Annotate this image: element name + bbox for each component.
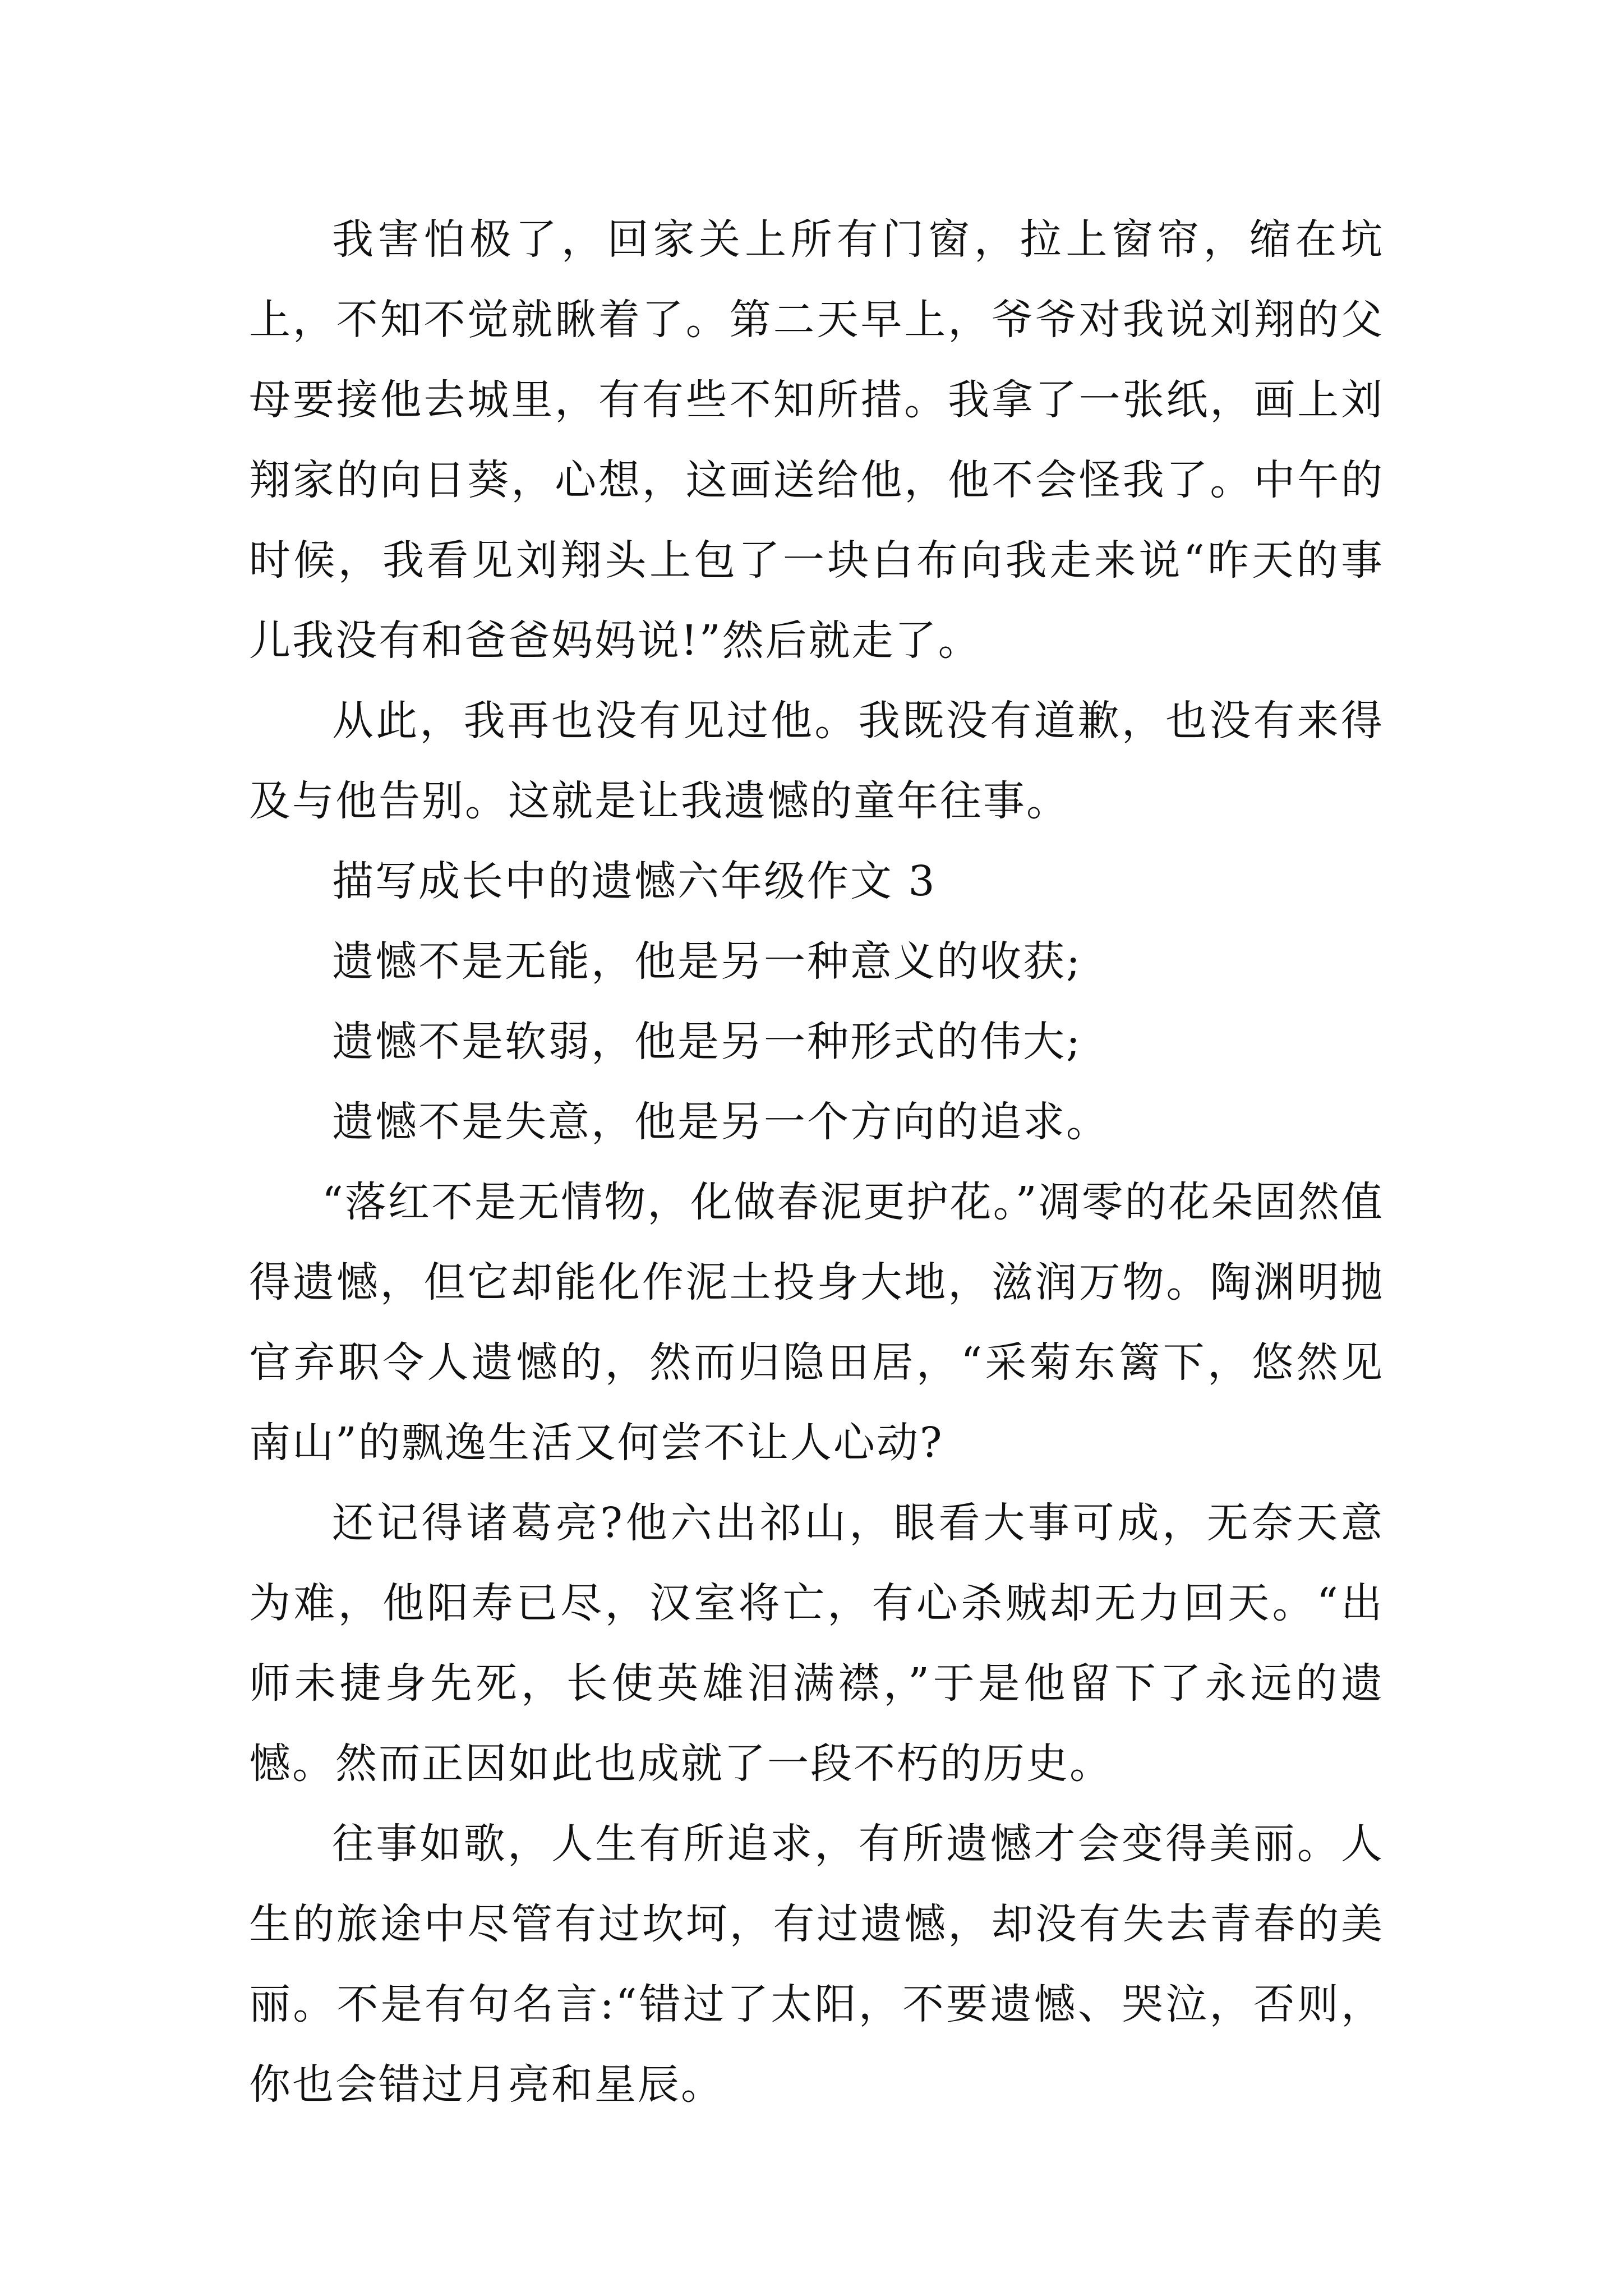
poem-line-3: 遗憾不是失意，他是另一个方向的追求。	[332, 1098, 1109, 1146]
poem-line-1: 遗憾不是无能，他是另一种意义的收获;	[332, 937, 1082, 986]
paragraph-zhuge-liang: 还记得诸葛亮?他六出祁山，眼看大事可成，无奈天意为难，他阳寿已尽，汉室将亡，有心杀贼却无力回天。“出师未捷身先死，长使英雄泪满襟，”于是他留下了永远的遗憾。然而正因如此也成就了一段不朽的历史。	[249, 1499, 1384, 1788]
essay-title: 描写成长中的遗憾六年级作文 3	[332, 857, 937, 905]
paragraph-falling-flowers: “落红不是无情物，化做春泥更护花。”凋零的花朵固然值得遗憾，但它却能化作泥土投身大地，滋润万物。陶渊明抛官弃职令人遗憾的，然而归隐田居，“采菊东篱下，悠然见南山”的飘逸生活又何尝不让人心动?	[249, 1178, 1384, 1467]
paragraph-childhood-memory: 我害怕极了，回家关上所有门窗，拉上窗帘，缩在坑上，不知不觉就瞅着了。第二天早上，爷爷对我说刘翔的父母要接他去城里，有有些不知所措。我拿了一张纸，画上刘翔家的向日葵，心想，这画送给他，他不会怪我了。中午的时候，我看见刘翔头上包了一块白布向我走来说“昨天的事儿我没有和爸爸妈妈说!”然后就走了。	[249, 215, 1384, 665]
document-body	[249, 200, 1384, 2125]
poem-line-2: 遗憾不是软弱，他是另一种形式的伟大;	[332, 1018, 1082, 1066]
paragraph-regret-ending: 从此，我再也没有见过他。我既没有道歉，也没有来得及与他告别。这就是让我遗憾的童年往事。	[249, 697, 1384, 825]
paragraph-life-song: 往事如歌，人生有所追求，有所遗憾才会变得美丽。人生的旅途中尽管有过坎坷，有过遗憾，却没有失去青春的美丽。不是有句名言:“错过了太阳，不要遗憾、哭泣，否则，你也会错过月亮和星辰。	[249, 1820, 1384, 2109]
